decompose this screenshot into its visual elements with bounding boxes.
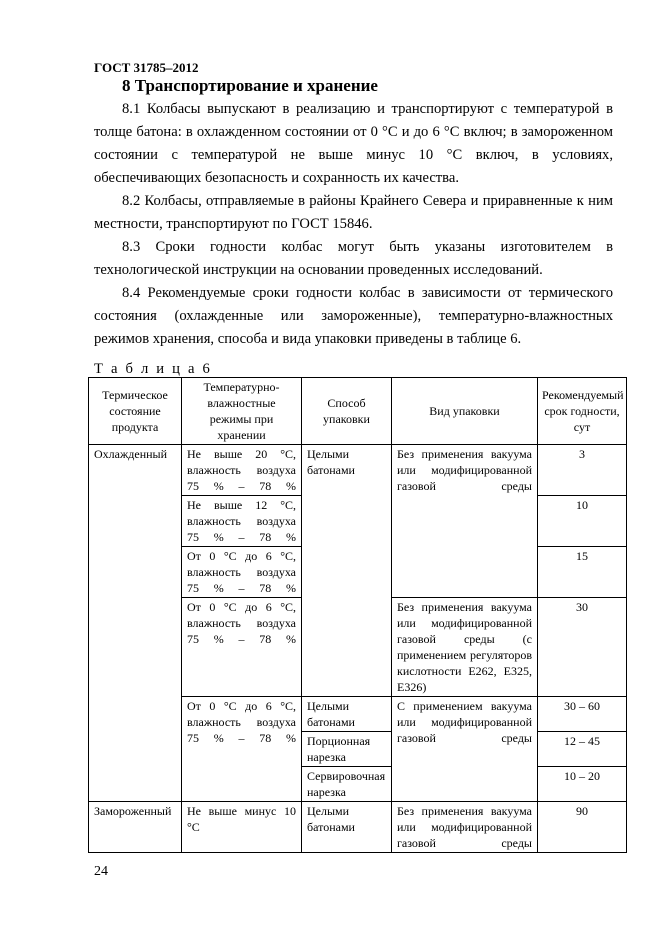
cell-days: 10 – 20 xyxy=(538,767,627,802)
table-row xyxy=(89,802,627,853)
header-method: Способ упаковки xyxy=(302,378,392,445)
cell-mode: Не выше минус 10 °С xyxy=(182,802,302,853)
cell-state-chilled: Охлажденный xyxy=(89,445,182,802)
cell-mode: Не выше 20 °С, влажность воздуха 75 % – 78 % xyxy=(182,445,302,496)
header-days: Рекомендуемый срок годности, сут xyxy=(538,378,627,445)
cell-days: 15 xyxy=(538,547,627,598)
cell-days: 30 xyxy=(538,598,627,697)
cell-method: Сервировочная нарезка xyxy=(302,767,392,802)
header-state: Термическое состояние продукта xyxy=(89,378,182,445)
cell-days: 12 – 45 xyxy=(538,732,627,767)
cell-pack: Без применения вакуума или модифицированной газовой среды (с применением регуляторов кислотности Е262, Е325, Е326) xyxy=(392,598,538,697)
header-pack: Вид упаковки xyxy=(392,378,538,445)
page-number: 24 xyxy=(94,864,108,879)
table-header-row xyxy=(89,378,627,445)
cell-pack: Без применения вакуума или модифицированной газовой среды xyxy=(392,802,538,853)
cell-method: Порционная нарезка xyxy=(302,732,392,767)
cell-mode: От 0 °С до 6 °С, влажность воздуха 75 % – 78 % xyxy=(182,598,302,697)
cell-method: Целыми батонами xyxy=(302,697,392,732)
cell-days: 3 xyxy=(538,445,627,496)
cell-mode: От 0 °С до 6 °С, влажность воздуха 75 % – 78 % xyxy=(182,547,302,598)
section-title: 8 Транспортирование и хранение xyxy=(122,76,378,95)
paragraph-8-3: 8.3 Сроки годности колбас могут быть указаны изготовителем в технологической инструкции на основании проведенных исследований. xyxy=(94,239,613,278)
paragraph-8-2: 8.2 Колбасы, отправляемые в районы Крайнего Севера и приравненные к ним местности, транспортируют по ГОСТ 15846. xyxy=(94,193,613,232)
cell-state-frozen: Замороженный xyxy=(89,802,182,853)
shelf-life-table xyxy=(88,377,627,853)
table-caption: Т а б л и ц а 6 xyxy=(94,361,213,377)
cell-mode: Не выше 12 °С, влажность воздуха 75 % – 78 % xyxy=(182,496,302,547)
cell-days: 90 xyxy=(538,802,627,853)
cell-mode: От 0 °С до 6 °С, влажность воздуха 75 % – 78 % xyxy=(182,697,302,802)
cell-pack: Без применения вакуума или модифицированной газовой среды xyxy=(392,445,538,598)
cell-pack: С применением вакуума или модифицированной газовой среды xyxy=(392,697,538,802)
header-mode: Температурно-влажностные режимы при хранении xyxy=(182,378,302,445)
cell-days: 10 xyxy=(538,496,627,547)
cell-method: Целыми батонами xyxy=(302,445,392,697)
paragraph-8-4: 8.4 Рекомендуемые сроки годности колбас в зависимости от термического состояния (охлажденные или замороженные), температурно-влажностных режимов хранения, способа и вида упаковки приведены в таблице 6. xyxy=(94,285,613,347)
table-row xyxy=(89,445,627,496)
document-code: ГОСТ 31785–2012 xyxy=(94,60,199,75)
cell-days: 30 – 60 xyxy=(538,697,627,732)
cell-method: Целыми батонами xyxy=(302,802,392,853)
paragraph-8-1: 8.1 Колбасы выпускают в реализацию и транспортируют с температурой в толще батона: в охлажденном состоянии от 0 °С и до 6 °С включ; в замороженном состоянии с температурой не выше минус 10 °С включ, в условиях, обеспечивающих безопасность и сохранность их качества. xyxy=(94,101,613,186)
